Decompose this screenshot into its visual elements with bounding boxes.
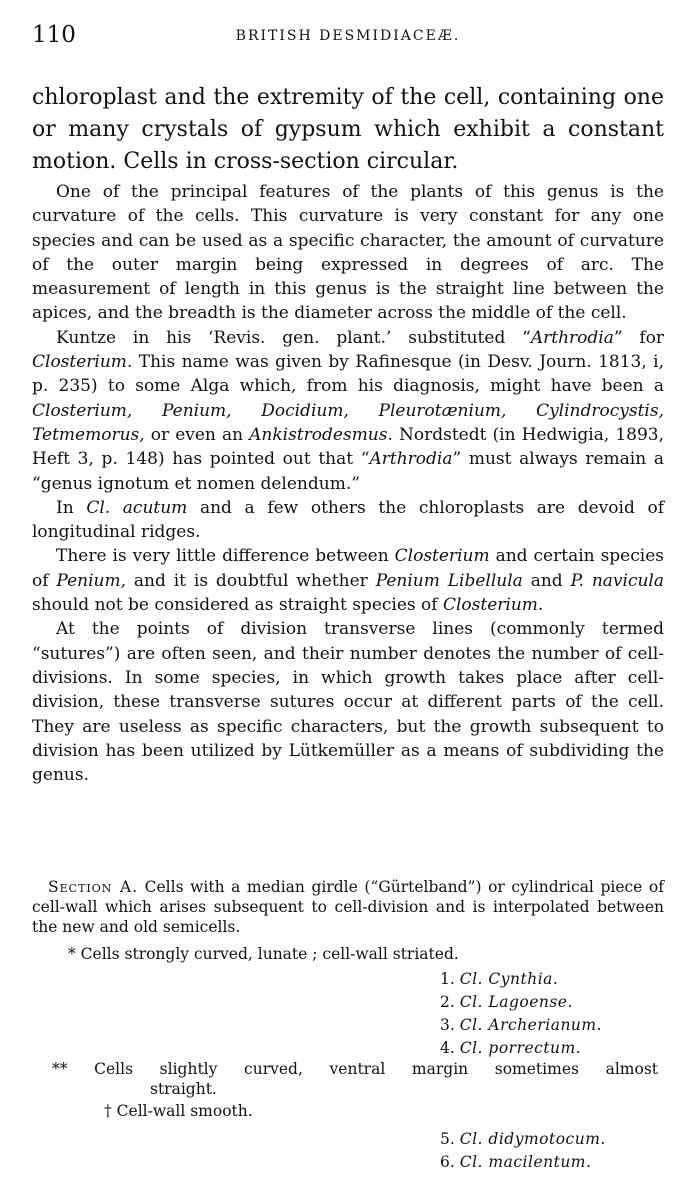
italic-run: Penium, <box>56 570 127 591</box>
italic-run: Ankistrodesmus <box>249 424 388 445</box>
text-run: should not be considered as straight species of <box>32 595 443 616</box>
paragraph-acutum <box>32 496 664 545</box>
species-number: 5. <box>440 1130 455 1148</box>
intro-paragraph: chloroplast and the extremity of the cell, containing one or many crystals of gypsum which exhibit a constant motion. Cells in cross-section circular. <box>32 85 664 174</box>
italic-run: P. navicula <box>570 570 665 591</box>
species-item <box>440 969 558 989</box>
section-a-description <box>32 877 664 937</box>
text-run: ” for <box>613 327 665 348</box>
section-a <box>32 877 664 937</box>
text-run: ” must always remain a “genus ignotum et nomen delendum.” <box>32 449 664 494</box>
text-run: and <box>522 570 571 591</box>
species-number: 3. <box>440 1016 455 1034</box>
italic-run: Arthrodia <box>530 327 614 348</box>
text-run: Kuntze in his ‘Revis. gen. plant.’ substituted “ <box>56 327 531 348</box>
text-run: and it is doubtful whether <box>126 570 376 591</box>
text-run: . This name was given by Rafinesque (in Desv. Journ. 1813, i, p. 235) to some Alga which, from his diagnosis, might have been a <box>32 352 664 397</box>
species-name: Cl. didymotocum. <box>459 1130 606 1148</box>
group-slightly-curved: ** Cells slightly curved, ventral margin sometimes almost <box>52 1060 658 1078</box>
italic-run: Closterium <box>394 546 490 567</box>
species-number: 4. <box>440 1039 455 1057</box>
running-title: BRITISH DESMIDIACEÆ. <box>235 28 461 44</box>
section-text: Cells with a median girdle (“Gürtelband”) or cylindrical piece of cell-wall which arises subsequent to cell-division and is interpolated between the new and old semicells. <box>32 878 664 936</box>
paragraph-kuntze <box>32 326 664 496</box>
species-name: Cl. Archerianum. <box>459 1016 603 1034</box>
group-slightly-curved-continued: straight. <box>150 1080 217 1098</box>
page-number: 110 <box>32 22 76 48</box>
paragraph-sutures: At the points of division transverse lines (commonly termed “sutures”) are often seen, and their number denotes the number of cell-divisions. In some species, in which growth takes place after cell-division, these transverse sutures occur at different parts of the cell. They are useless as specific characters, but the growth subsequent to division has been utilized by Lütkemüller as a means of subdividing the genus. <box>32 619 664 786</box>
text-run: There is very little difference between <box>56 546 395 567</box>
species-number: 1. <box>440 970 455 988</box>
italic-run: Penium Libellula <box>375 570 523 591</box>
italic-run: Arthrodia <box>369 449 453 470</box>
species-item <box>440 1152 591 1172</box>
species-number: 2. <box>440 993 455 1011</box>
species-name: Cl. macilentum. <box>459 1153 592 1171</box>
main-text <box>32 180 664 787</box>
section-label: Section A. <box>48 878 139 896</box>
species-item <box>440 1038 581 1058</box>
text-run: or even an <box>144 424 250 445</box>
paragraph-curvature: One of the principal features of the plants of this genus is the curvature of the cells. This curvature is very constant for any one species and can be used as a specific character, the amount of curvature of the outer margin being expressed in degrees of arc. The measurement of length in this genus is the straight line between the apices, and the breadth is the diameter across the middle of the cell. <box>32 182 664 324</box>
text-run: . <box>537 595 544 616</box>
species-item <box>440 1129 606 1149</box>
italic-run: Closterium <box>442 595 538 616</box>
species-name: Cl. porrectum. <box>459 1039 582 1057</box>
text-run: and a few others the chloroplasts are devoid of longitudinal ridges. <box>32 497 664 543</box>
page-header <box>32 22 664 52</box>
group-strongly-curved: * Cells strongly curved, lunate ; cell-wall striated. <box>68 945 459 963</box>
species-number: 6. <box>440 1153 455 1171</box>
text-run: In <box>56 497 87 518</box>
text-run: and certain species of <box>32 546 664 591</box>
species-item <box>440 1015 602 1035</box>
paragraph-penium <box>32 544 664 617</box>
italic-run: Closterium <box>32 352 127 373</box>
species-name: Cl. Lagoense. <box>459 993 573 1011</box>
species-name: Cl. Cynthia. <box>459 970 559 988</box>
text-run: . Nordstedt (in Hedwigia, 1893, Heft 3, p. 148) has pointed out that “ <box>32 424 664 470</box>
italic-run: Closterium, Penium, Docidium, Pleurotænium, Cylindrocystis, Tetmemorus, <box>32 400 664 445</box>
italic-run: Cl. acutum <box>86 497 188 518</box>
species-item <box>440 992 573 1012</box>
group-cell-wall-smooth: † Cell-wall smooth. <box>104 1102 253 1120</box>
